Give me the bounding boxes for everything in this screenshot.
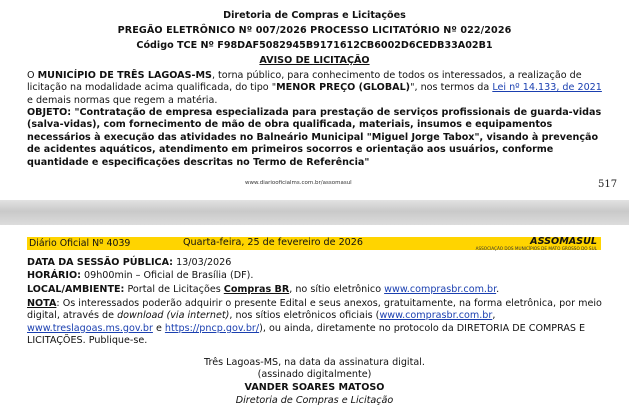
signature-place: Três Lagoas-MS, na data da assinatura digital. <box>204 357 425 368</box>
note-text-2: , nos sítios eletrônicos oficiais ( <box>229 310 380 322</box>
intro-text-2: , torna público, para conhecimento de todos os interessados, a realização de licitação na modalidade acima qualificada, do tipo " <box>27 70 582 94</box>
location-text-2: , no sítio eletrônico <box>289 284 385 295</box>
note-text-4: e <box>152 322 165 334</box>
location-text-3: . <box>496 284 500 295</box>
session-time <box>27 270 602 282</box>
intro-text-1: O <box>27 70 38 81</box>
assomasul-subtitle: ASSOCIAÇÃO DOS MUNICÍPIOS DE MATO GROSSO DO SUL <box>475 246 597 251</box>
signatory-role: Diretoria de Compras e Licitação <box>235 395 394 406</box>
signatory-name: VANDER SOARES MATOSO <box>244 382 385 393</box>
gazette-issue: Diário Oficial Nº 4039 <box>29 238 131 249</box>
comprasbr-link[interactable]: www.comprasbr.com.br <box>384 284 497 295</box>
law-link[interactable]: Lei nº 14.133, de 2021 <box>492 82 602 94</box>
bid-type: MENOR PREÇO (GLOBAL) <box>276 82 411 94</box>
document-page-next <box>0 225 629 410</box>
session-time-label: HORÁRIO: <box>27 270 81 281</box>
download-text: download (via internet) <box>117 310 230 322</box>
footer-url: www.diariooficialms.com.br/assomasul <box>245 180 352 186</box>
note-text-5: ), ou ainda, diretamente no protocolo da DIRETORIA DE COMPRAS E LICITAÇÕES. Publique-se. <box>27 322 586 347</box>
note-text-1: : Os interessados poderão adquirir o presente Edital e seus anexos, gratuitamente, na forma eletrônica, por meio digital, através de <box>27 298 602 322</box>
note-text-3: , <box>492 310 496 322</box>
session-location-label: LOCAL/AMBIENTE: <box>27 284 125 295</box>
notice-title: AVISO DE LICITAÇÃO <box>259 55 370 66</box>
tce-code-heading: Código TCE Nº F98DAF5082945B9171612CB6002D6CEDB33A02B1 <box>136 40 493 51</box>
signature-note: (assinado digitalmente) <box>257 369 372 380</box>
treslagoas-link[interactable]: www.treslagoas.ms.gov.br <box>27 322 153 334</box>
gazette-date: Quarta-feira, 25 de fevereiro de 2026 <box>183 237 363 248</box>
department-heading: Diretoria de Compras e Licitações <box>223 10 406 21</box>
process-heading: PREGÃO ELETRÔNICO Nº 007/2026 PROCESSO LICITATÓRIO Nº 022/2026 <box>117 25 512 36</box>
note-paragraph <box>27 298 602 348</box>
session-date-value: 13/03/2026 <box>173 257 232 268</box>
page-number: 517 <box>598 179 618 190</box>
object-paragraph: OBJETO: "Contratação de empresa especializada para prestação de serviços profissionais de guarda-vidas (salva-vidas), com fornecimento de mão de obra qualificada, materiais, insumos e equipamentos necessários à execução das atividades no Balneário Municipal "Miguel Jorge Tabox", visando à prevenção de acidentes aquáticos, atendimento em primeiros socorros e orientação aos usuários, conforme quantidade e especificações descritas no Termo de Referência" <box>27 107 602 168</box>
municipality-name: MUNICÍPIO DE TRÊS LAGOAS-MS <box>37 70 212 81</box>
page-separator <box>0 200 629 225</box>
note-label: NOTA <box>27 298 57 309</box>
intro-text-3: ", nos termos da <box>410 82 493 94</box>
pncp-link[interactable]: https://pncp.gov.br/ <box>164 322 260 334</box>
portal-name: Compras BR <box>223 284 290 295</box>
comprasbr-link-2[interactable]: www.comprasbr.com.br <box>379 310 493 322</box>
session-date-label: DATA DA SESSÃO PÚBLICA: <box>27 257 174 268</box>
intro-paragraph <box>27 70 602 107</box>
session-date <box>27 257 602 269</box>
intro-text-4: e demais normas que regem a matéria. <box>27 94 218 106</box>
session-location <box>27 284 602 296</box>
document-page-517 <box>0 0 629 200</box>
location-text-1: Portal de Licitações <box>124 284 224 295</box>
assomasul-logo: ASSOMASUL <box>530 236 597 247</box>
gazette-banner <box>27 237 601 250</box>
session-time-value: 09h00min – Oficial de Brasília (DF). <box>80 270 254 281</box>
